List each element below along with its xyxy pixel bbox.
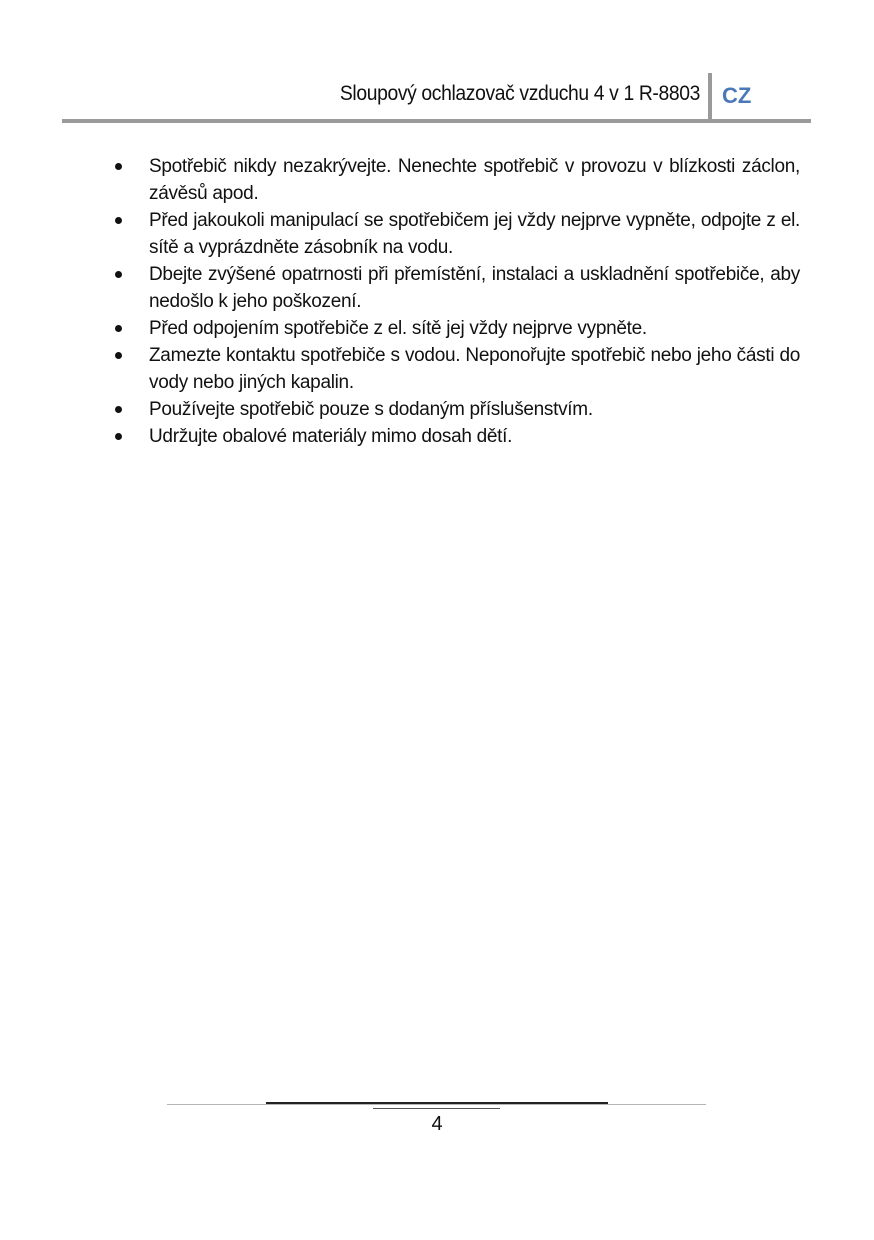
list-item — [112, 396, 800, 423]
bullet-icon — [115, 433, 122, 440]
bullet-icon — [115, 325, 122, 332]
list-item — [112, 207, 800, 261]
bullet-icon — [115, 217, 122, 224]
list-item-text: Dbejte zvýšené opatrnosti při přemístění, instalaci a uskladnění spotřebiče, aby nedošlo k jeho poškození. — [149, 264, 800, 312]
bullet-icon — [115, 271, 122, 278]
page-number: 4 — [431, 1113, 443, 1135]
list-item-text: Udržujte obalové materiály mimo dosah dětí. — [149, 426, 513, 447]
document-title: Sloupový ochlazovač vzduchu 4 v 1 R-8803 — [339, 82, 700, 105]
bullet-list — [112, 153, 800, 450]
list-item — [112, 423, 800, 450]
list-item — [112, 342, 800, 396]
list-item — [112, 153, 800, 207]
bullet-icon — [115, 163, 122, 170]
list-item — [112, 315, 800, 342]
bullet-icon — [115, 352, 122, 359]
safety-instructions — [112, 153, 800, 450]
header-separator — [708, 73, 712, 121]
footer-rule-middle — [266, 1102, 608, 1104]
footer-rule-short — [373, 1108, 500, 1109]
header-rule — [62, 119, 811, 123]
list-item-text: Spotřebič nikdy nezakrývejte. Nenechte spotřebič v provozu v blízkosti záclon, závěsů apod. — [149, 156, 800, 204]
footer-rule-wide — [167, 1104, 706, 1105]
list-item-text: Zamezte kontaktu spotřebiče s vodou. Neponořujte spotřebič nebo jeho části do vody nebo jiných kapalin. — [149, 345, 800, 393]
list-item — [112, 261, 800, 315]
list-item-text: Používejte spotřebič pouze s dodaným příslušenstvím. — [149, 399, 593, 420]
bullet-icon — [115, 406, 122, 413]
list-item-text: Před jakoukoli manipulací se spotřebičem jej vždy nejprve vypněte, odpojte z el. sítě a vyprázdněte zásobník na vodu. — [149, 210, 800, 258]
list-item-text: Před odpojením spotřebiče z el. sítě jej vždy nejprve vypněte. — [149, 318, 647, 339]
language-code: CZ — [722, 83, 752, 108]
